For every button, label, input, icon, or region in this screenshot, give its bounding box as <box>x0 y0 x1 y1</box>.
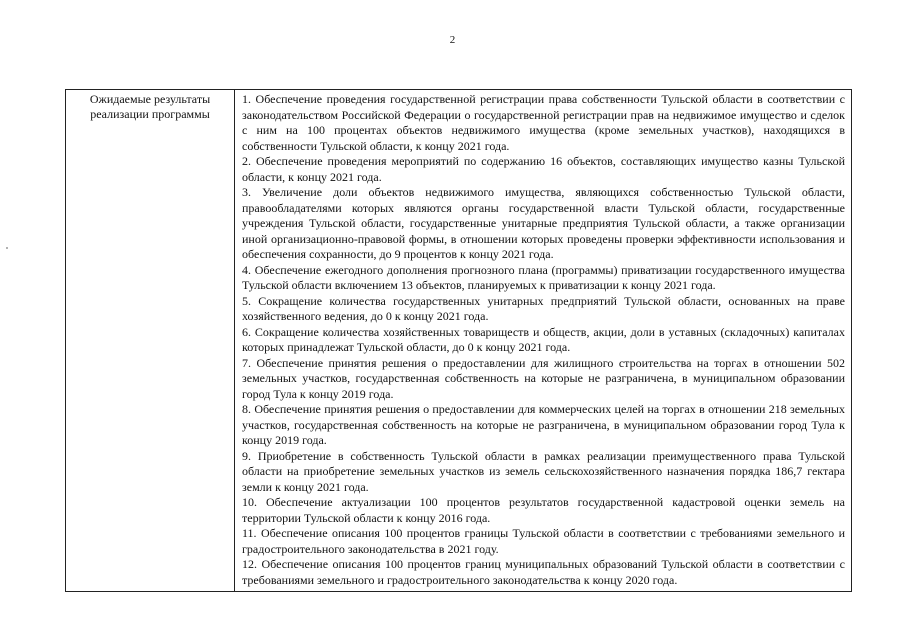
result-item-11: 11. Обеспечение описания 100 процентов границы Тульской области в соответствии с требованиями земельного и градостроительного законодательства в 2021 году. <box>242 526 845 556</box>
page-number: 2 <box>449 34 456 46</box>
result-item-5: 5. Сокращение количества государственных унитарных предприятий Тульской области, основанных на праве хозяйственного ведения, до 0 к концу 2021 года. <box>242 293 845 323</box>
result-item-12: 12. Обеспечение описания 100 процентов границ муниципальных образований Тульской области в соответствии с требованиями земельного и градостроительного законодательства к концу 2020 года. <box>242 557 845 587</box>
result-item-6: 6. Сокращение количества хозяйственных товариществ и обществ, акции, доли в уставных (складочных) капиталах которых принадлежат Тульской области, до 0 к концу 2021 года. <box>242 324 845 354</box>
result-item-7: 7. Обеспечение принятия решения о предоставлении для жилищного строительства на торгах в отношении 502 земельных участков, государственная собственность на которые не разграничена, в муниципальном образовании город Тула к концу 2019 года. <box>242 355 845 401</box>
result-item-8: 8. Обеспечение принятия решения о предоставлении для коммерческих целей на торгах в отношении 218 земельных участков, государственная собственность на которые не разграничена, в муниципальном образовании город Тула к концу 2019 года. <box>242 402 845 447</box>
result-item-9: 9. Приобретение в собственность Тульской области в рамках реализации преимущественного права Тульской области на приобретение земельных участков из земель сельскохозяйственного назначения порядка 186,7 гектара земли к концу 2021 года. <box>242 448 845 494</box>
result-item-1: 1. Обеспечение проведения государственной регистрации права собственности Тульской области в соответствии с законодательством Российской Федерации о государственной регистрации прав на недвижимое имущество и сделок с ним на 100 процентах объектов недвижимого имущества (кроме земельных участков), находящихся в собственности Тульской области, к концу 2021 года. <box>242 92 845 153</box>
result-item-4: 4. Обеспечение ежегодного дополнения прогнозного плана (программы) приватизации государственного имущества Тульской области включением 13 объектов, планируемых к приватизации к концу 2021 года. <box>242 262 845 292</box>
scan-speck <box>6 247 8 249</box>
result-item-10: 10. Обеспечение актуализации 100 процентов результатов государственной кадастровой оценки земель на территории Тульской области к концу 2016 года. <box>242 495 845 525</box>
table-content-cell <box>235 90 851 591</box>
result-item-2: 2. Обеспечение проведения мероприятий по содержанию 16 объектов, составляющих имущество казны Тульской области, к концу 2021 года. <box>242 154 845 184</box>
result-item-3: 3. Увеличение доли объектов недвижимого имущества, являющихся собственностью Тульской области, правообладателями которых являются органы государственной власти Тульской области, государственные учреждения Тульской области, государственные унитарные предприятия Тульской области, а также организации иной организационно-правовой формы, в отношении которых проведены проверки эффективности использования и обеспечения сохранности, до 9 процентов к концу 2021 года. <box>242 185 845 261</box>
table-label-cell: Ожидаемые результаты реализации программы <box>66 90 235 591</box>
results-table <box>65 89 852 592</box>
